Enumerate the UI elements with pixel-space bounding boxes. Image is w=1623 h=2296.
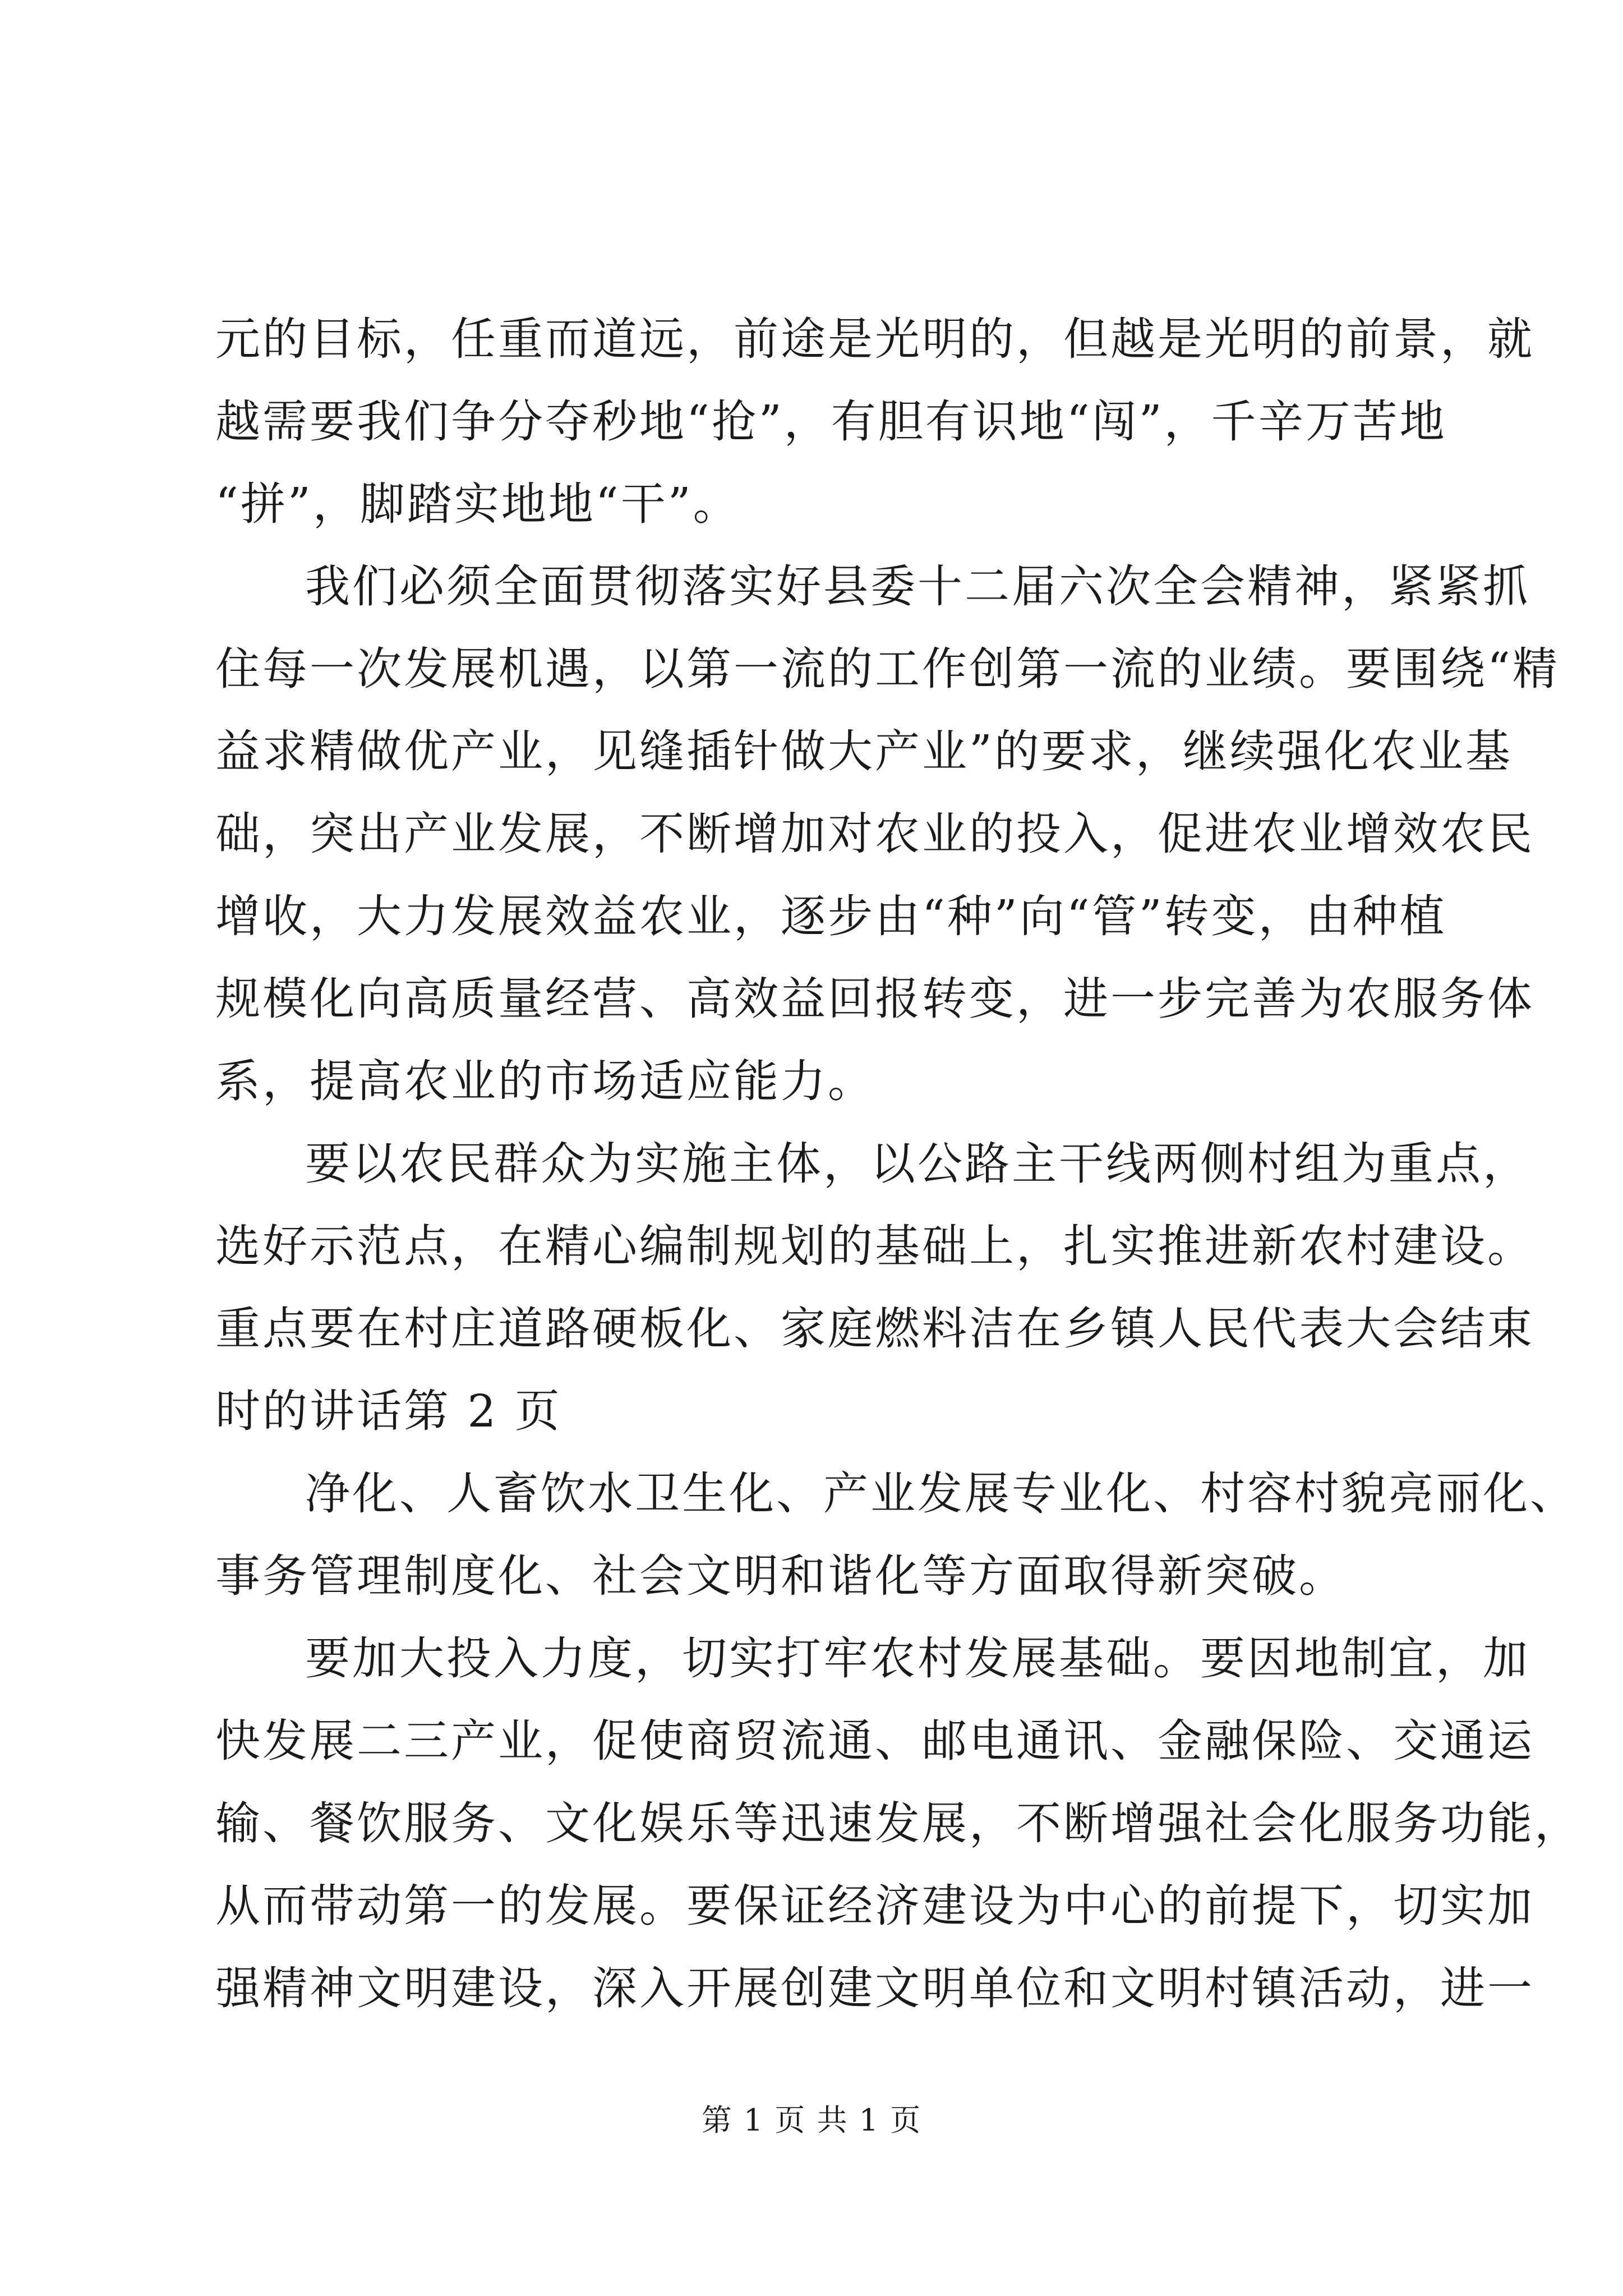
text-line: 时的讲话第 2 页 <box>215 1385 562 1437</box>
text-line: 要加大投入力度，切实打牢农村发展基础。要因地制宜，加 <box>305 1632 1530 1685</box>
text-line: 住每一次发展机遇，以第一流的工作创第一流的业绩。要围绕“精 <box>215 643 1560 695</box>
text-line: 系，提高农业的市场适应能力。 <box>215 1055 875 1107</box>
text-line: 越需要我们争分夺秒地“抢”，有胆有识地“闯”，千辛万苦地 <box>215 395 1447 448</box>
text-line: 事务管理制度化、社会文明和谐化等方面取得新突破。 <box>215 1550 1346 1602</box>
text-line: 要以农民群众为实施主体，以公路主干线两侧村组为重点， <box>305 1138 1530 1190</box>
text-line: 强精神文明建设，深入开展创建文明单位和文明村镇活动，进一 <box>215 1962 1534 2014</box>
text-line: 快发展二三产业，促使商贸流通、邮电通讯、金融保险、交通运 <box>215 1715 1534 1767</box>
text-line: 础，突出产业发展，不断增加对农业的投入，促进农业增效农民 <box>215 808 1534 860</box>
page-footer <box>0 2101 1623 2140</box>
text-line: 选好示范点，在精心编制规划的基础上，扎实推进新农村建设。 <box>215 1220 1534 1272</box>
text-line: 重点要在村庄道路硬板化、家庭燃料洁在乡镇人民代表大会结束 <box>215 1303 1534 1355</box>
text-line: 我们必须全面贯彻落实好县委十二届六次全会精神，紧紧抓 <box>305 560 1530 613</box>
text-line: 输、餐饮服务、文化娱乐等迅速发展，不断增强社会化服务功能， <box>215 1797 1581 1849</box>
text-line: “拼”，脚踏实地地“干”。 <box>215 478 740 530</box>
text-line: 从而带动第一的发展。要保证经济建设为中心的前提下，切实加 <box>215 1880 1534 1932</box>
text-line: 增收，大力发展效益农业，逐步由“种”向“管”转变，由种植 <box>215 890 1447 942</box>
text-line: 净化、人畜饮水卫生化、产业发展专业化、村容村貌亮丽化、 <box>305 1467 1577 1520</box>
page-number: 第 1 页 共 1 页 <box>701 2102 922 2138</box>
text-line: 规模化向高质量经营、高效益回报转变，进一步完善为农服务体 <box>215 973 1534 1025</box>
text-line: 元的目标，任重而道远，前途是光明的，但越是光明的前景，就 <box>215 313 1534 365</box>
text-line: 益求精做优产业，见缝插针做大产业”的要求，继续强化农业基 <box>215 725 1513 777</box>
